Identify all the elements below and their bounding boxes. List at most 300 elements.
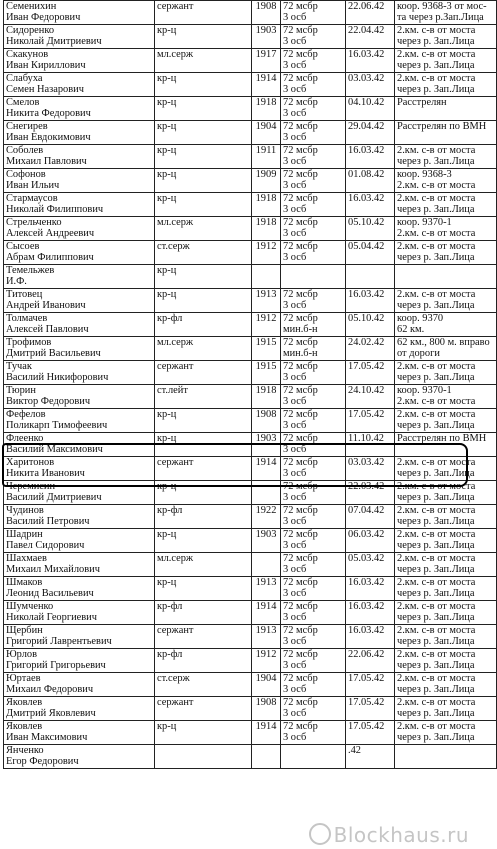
burial-place-line1: коор. 9370-1: [397, 385, 452, 396]
military-rank: мл.серж: [157, 553, 194, 564]
cell-year: [252, 745, 281, 769]
birth-year: 1903: [255, 433, 277, 444]
person-surname: Яковлев: [6, 697, 43, 708]
cell-name: [4, 481, 155, 505]
cell-unit: [281, 481, 346, 505]
table-row: [4, 97, 497, 121]
burial-place-line2: через р. Зап.Лица: [397, 156, 475, 168]
cell-name: [4, 1, 155, 25]
cell-unit: [281, 361, 346, 385]
person-given-names: Виктор Федорович: [6, 396, 91, 408]
unit-brigade: 72 мсбр: [283, 145, 318, 156]
table-row: [4, 169, 497, 193]
cell-date: [346, 121, 395, 145]
cell-name: [4, 385, 155, 409]
cell-unit: [281, 601, 346, 625]
cell-place: [395, 145, 497, 169]
military-rank: кр-ц: [157, 481, 177, 492]
burial-place-line2: 2.км. с-в от моста: [397, 228, 476, 240]
military-rank: кр-ц: [157, 97, 177, 108]
burial-place-line2: 2.км. с-в от моста: [397, 180, 476, 192]
table-row: [4, 481, 497, 505]
unit-brigade: 72 мсбр: [283, 385, 318, 396]
cell-place: [395, 121, 497, 145]
burial-place-line1: 62 км., 800 м. вправо: [397, 337, 490, 348]
burial-place-line1: 2.км. с-в от моста: [397, 289, 476, 300]
cell-date: [346, 169, 395, 193]
cell-unit: [281, 49, 346, 73]
date-of-death: 16.03.42: [348, 601, 385, 612]
burial-place-line1: коор. 9370-1: [397, 217, 452, 228]
cell-rank: [155, 49, 252, 73]
cell-rank: [155, 433, 252, 457]
cell-year: [252, 193, 281, 217]
cell-unit: [281, 289, 346, 313]
cell-name: [4, 265, 155, 289]
cell-unit: [281, 721, 346, 745]
cell-year: [252, 265, 281, 289]
cell-rank: [155, 265, 252, 289]
unit-brigade: 72 мсбр: [283, 433, 318, 444]
military-rank: кр-фл: [157, 505, 183, 516]
table-row: [4, 265, 497, 289]
unit-battalion: 3 осб: [283, 300, 307, 312]
date-of-death: 03.03.42: [348, 73, 385, 84]
cell-unit: [281, 505, 346, 529]
cell-rank: [155, 457, 252, 481]
person-surname: Сидоренко: [6, 25, 55, 36]
unit-battalion: 3 осб: [283, 684, 307, 696]
military-rank: кр-ц: [157, 289, 177, 300]
military-rank: кр-ц: [157, 145, 177, 156]
person-given-names: Николай Дмитриевич: [6, 36, 102, 48]
cell-date: [346, 385, 395, 409]
cell-place: [395, 505, 497, 529]
cell-date: [346, 673, 395, 697]
birth-year: 1914: [255, 457, 277, 468]
cell-unit: [281, 577, 346, 601]
unit-battalion: 3 осб: [283, 636, 307, 648]
cell-name: [4, 577, 155, 601]
cell-unit: [281, 529, 346, 553]
cell-unit: [281, 553, 346, 577]
unit-brigade: 72 мсбр: [283, 289, 318, 300]
cell-rank: [155, 625, 252, 649]
burial-place-line2: через р. Зап.Лица: [397, 36, 475, 48]
burial-place-line1: 2.км. с-в от моста: [397, 457, 476, 468]
cell-rank: [155, 361, 252, 385]
birth-year: 1913: [255, 625, 277, 636]
unit-battalion: 3 осб: [283, 108, 307, 120]
cell-place: [395, 217, 497, 241]
burial-place-line2: через р. Зап.Лица: [397, 252, 475, 264]
unit-brigade: 72 мсбр: [283, 241, 318, 252]
person-surname: Смелов: [6, 97, 40, 108]
military-rank: мл.серж: [157, 49, 194, 60]
cell-date: [346, 193, 395, 217]
cell-unit: [281, 649, 346, 673]
unit-brigade: 72 мсбр: [283, 337, 318, 348]
cell-date: [346, 241, 395, 265]
burial-place-line2: через р. Зап.Лица: [397, 732, 475, 744]
unit-brigade: 72 мсбр: [283, 97, 318, 108]
burial-place-line1: 2.км. с-в от моста: [397, 529, 476, 540]
cell-year: [252, 337, 281, 361]
person-given-names: Григорий Лаврентьевич: [6, 636, 112, 648]
unit-battalion: мин.б-н: [283, 348, 318, 360]
person-surname: Скакунов: [6, 49, 49, 60]
cell-name: [4, 361, 155, 385]
cell-year: [252, 169, 281, 193]
military-rank: кр-ц: [157, 121, 177, 132]
burial-place-line1: 2.км. с-в от моста: [397, 601, 476, 612]
table-row: [4, 697, 497, 721]
cell-name: [4, 73, 155, 97]
cell-rank: [155, 697, 252, 721]
military-rank: кр-ц: [157, 169, 177, 180]
cell-date: [346, 1, 395, 25]
table-row: [4, 409, 497, 433]
cell-year: [252, 73, 281, 97]
person-given-names: Алексей Андреевич: [6, 228, 95, 240]
military-rank: сержант: [157, 457, 194, 468]
person-surname: Шумченко: [6, 601, 54, 612]
person-surname: Шахмаев: [6, 553, 47, 564]
burial-place-line2: через р. Зап.Лица: [397, 372, 475, 384]
unit-brigade: 72 мсбр: [283, 649, 318, 660]
military-rank: кр-ц: [157, 409, 177, 420]
table-row: [4, 601, 497, 625]
unit-brigade: 72 мсбр: [283, 673, 318, 684]
unit-brigade: 72 мсбр: [283, 25, 318, 36]
date-of-death: 22.04.42: [348, 25, 385, 36]
cell-rank: [155, 601, 252, 625]
military-rank: кр-фл: [157, 601, 183, 612]
cell-place: [395, 289, 497, 313]
person-given-names: Семен Назарович: [6, 84, 84, 96]
person-surname: Тучак: [6, 361, 32, 372]
person-surname: Фефелов: [6, 409, 46, 420]
unit-brigade: 72 мсбр: [283, 577, 318, 588]
person-surname: Юрлов: [6, 649, 38, 660]
unit-battalion: 3 осб: [283, 564, 307, 576]
person-given-names: Николай Филиппович: [6, 204, 104, 216]
cell-place: [395, 577, 497, 601]
date-of-death: 17.05.42: [348, 721, 385, 732]
cell-date: [346, 409, 395, 433]
cell-year: [252, 1, 281, 25]
cell-rank: [155, 193, 252, 217]
person-surname: Сысоев: [6, 241, 40, 252]
cell-name: [4, 289, 155, 313]
unit-battalion: мин.б-н: [283, 324, 318, 336]
cell-rank: [155, 529, 252, 553]
person-given-names: Никита Федорович: [6, 108, 91, 120]
unit-battalion: 3 осб: [283, 612, 307, 624]
cell-place: [395, 673, 497, 697]
table-row: [4, 553, 497, 577]
unit-battalion: 3 осб: [283, 492, 307, 504]
date-of-death: 17.05.42: [348, 697, 385, 708]
cell-rank: [155, 1, 252, 25]
person-surname: Юртаев: [6, 673, 41, 684]
unit-battalion: 3 осб: [283, 444, 307, 456]
cell-place: [395, 265, 497, 289]
date-of-death: 06.03.42: [348, 529, 385, 540]
cell-rank: [155, 25, 252, 49]
burial-place-line2: от дороги: [397, 348, 440, 360]
person-surname: Чудинов: [6, 505, 44, 516]
date-of-death: 11.10.42: [348, 433, 384, 444]
burial-place-line1: 2.км. с-в от моста: [397, 73, 476, 84]
cell-year: [252, 409, 281, 433]
person-surname: Софонов: [6, 169, 46, 180]
cell-rank: [155, 73, 252, 97]
cell-name: [4, 625, 155, 649]
cell-place: [395, 97, 497, 121]
unit-battalion: 3 осб: [283, 372, 307, 384]
person-given-names: Василий Никифорович: [6, 372, 109, 384]
person-given-names: Михаил Михайлович: [6, 564, 100, 576]
cell-name: [4, 721, 155, 745]
person-given-names: Леонид Васильевич: [6, 588, 94, 600]
cell-year: [252, 361, 281, 385]
unit-brigade: 72 мсбр: [283, 505, 318, 516]
cell-unit: [281, 625, 346, 649]
military-rank: мл.серж: [157, 337, 194, 348]
cell-date: [346, 97, 395, 121]
date-of-death: 05.03.42: [348, 553, 385, 564]
military-rank: кр-ц: [157, 577, 177, 588]
date-of-death: 17.05.42: [348, 673, 385, 684]
cell-name: [4, 217, 155, 241]
burial-place-line1: 2.км. с-в от моста: [397, 145, 476, 156]
date-of-death: 16.03.42: [348, 625, 385, 636]
burial-place-line2: через р. Зап.Лица: [397, 564, 475, 576]
cell-place: [395, 1, 497, 25]
unit-brigade: 72 мсбр: [283, 457, 318, 468]
military-rank: ст.серж: [157, 241, 190, 252]
unit-battalion: 3 осб: [283, 468, 307, 480]
person-surname: Янченко: [6, 745, 44, 756]
birth-year: 1904: [255, 121, 277, 132]
table-row: [4, 505, 497, 529]
cell-year: [252, 313, 281, 337]
unit-brigade: 72 мсбр: [283, 49, 318, 60]
cell-name: [4, 313, 155, 337]
birth-year: 1913: [255, 289, 277, 300]
person-given-names: Алексей Павлович: [6, 324, 89, 336]
unit-battalion: 3 осб: [283, 660, 307, 672]
unit-battalion: 3 осб: [283, 516, 307, 528]
person-given-names: Егор Федорович: [6, 756, 79, 768]
person-given-names: Григорий Григорьевич: [6, 660, 106, 672]
unit-brigade: 72 мсбр: [283, 481, 318, 492]
cell-place: [395, 529, 497, 553]
unit-battalion: 3 осб: [283, 132, 307, 144]
unit-brigade: 72 мсбр: [283, 601, 318, 612]
cell-year: [252, 625, 281, 649]
unit-brigade: 72 мсбр: [283, 721, 318, 732]
cell-place: [395, 73, 497, 97]
casualty-table: [3, 0, 497, 769]
cell-year: [252, 217, 281, 241]
burial-place-line2: через р. Зап.Лица: [397, 660, 475, 672]
person-surname: Харитонов: [6, 457, 55, 468]
birth-year: 1912: [255, 241, 277, 252]
cell-year: [252, 721, 281, 745]
unit-brigade: 72 мсбр: [283, 361, 318, 372]
birth-year: 1918: [255, 385, 277, 396]
cell-unit: [281, 97, 346, 121]
cell-rank: [155, 121, 252, 145]
cell-rank: [155, 217, 252, 241]
cell-unit: [281, 265, 346, 289]
cell-place: [395, 313, 497, 337]
person-given-names: Иван Ильич: [6, 180, 60, 192]
cell-unit: [281, 169, 346, 193]
cell-name: [4, 25, 155, 49]
cell-unit: [281, 457, 346, 481]
casualty-table-body: [4, 1, 497, 769]
military-rank: ст.серж: [157, 673, 190, 684]
table-row: [4, 721, 497, 745]
table-row: [4, 673, 497, 697]
burial-place-line1: 2.км. с-в от моста: [397, 505, 476, 516]
date-of-death: 17.05.42: [348, 409, 385, 420]
unit-brigade: 72 мсбр: [283, 529, 318, 540]
cell-unit: [281, 409, 346, 433]
burial-place-line1: 2.км. с-в от моста: [397, 193, 476, 204]
person-surname: Толмачев: [6, 313, 48, 324]
cell-year: [252, 505, 281, 529]
date-of-death: 05.10.42: [348, 217, 385, 228]
unit-battalion: 3 осб: [283, 708, 307, 720]
birth-year: 1918: [255, 217, 277, 228]
birth-year: 1913: [255, 577, 277, 588]
unit-brigade: 72 мсбр: [283, 73, 318, 84]
table-row: [4, 193, 497, 217]
cell-date: [346, 721, 395, 745]
birth-year: 1918: [255, 97, 277, 108]
cell-year: [252, 649, 281, 673]
cell-unit: [281, 673, 346, 697]
birth-year: 1917: [255, 49, 277, 60]
burial-place-line1: 2.км. с-в от моста: [397, 481, 476, 492]
unit-brigade: 72 мсбр: [283, 625, 318, 636]
cell-year: [252, 241, 281, 265]
cell-year: [252, 457, 281, 481]
military-rank: кр-фл: [157, 313, 183, 324]
cell-year: [252, 553, 281, 577]
military-rank: сержант: [157, 361, 194, 372]
burial-place-line2: через р. Зап.Лица: [397, 468, 475, 480]
date-of-death: 04.10.42: [348, 97, 385, 108]
cell-date: [346, 505, 395, 529]
cell-unit: [281, 337, 346, 361]
table-row: [4, 577, 497, 601]
person-surname: Титовец: [6, 289, 43, 300]
military-rank: кр-ц: [157, 433, 177, 444]
unit-brigade: 72 мсбр: [283, 169, 318, 180]
cell-place: [395, 49, 497, 73]
table-row: [4, 337, 497, 361]
cell-place: [395, 601, 497, 625]
person-surname: Слабуха: [6, 73, 43, 84]
table-row: [4, 625, 497, 649]
cell-name: [4, 649, 155, 673]
unit-battalion: 3 осб: [283, 252, 307, 264]
table-row: [4, 289, 497, 313]
cell-name: [4, 409, 155, 433]
table-row: [4, 457, 497, 481]
cell-unit: [281, 25, 346, 49]
cell-place: [395, 337, 497, 361]
cell-year: [252, 673, 281, 697]
table-row: [4, 433, 497, 457]
person-surname: Стармаусов: [6, 193, 58, 204]
burial-place-line2: через р. Зап.Лица: [397, 612, 475, 624]
person-given-names: Михаил Павлович: [6, 156, 87, 168]
burial-place-line2: через р. Зап.Лица: [397, 204, 475, 216]
military-rank: кр-фл: [157, 649, 183, 660]
birth-year: 1911: [255, 145, 277, 156]
cell-unit: [281, 745, 346, 769]
cell-date: [346, 337, 395, 361]
unit-battalion: 3 осб: [283, 228, 307, 240]
cell-date: [346, 313, 395, 337]
person-given-names: Василий Петрович: [6, 516, 90, 528]
burial-place-line1: 2.км. с-в от моста: [397, 697, 476, 708]
cell-date: [346, 625, 395, 649]
unit-battalion: 3 осб: [283, 156, 307, 168]
person-given-names: Никита Иванович: [6, 468, 85, 480]
burial-place-line2: через р. Зап.Лица: [397, 588, 475, 600]
cell-unit: [281, 433, 346, 457]
watermark-logo-icon: [309, 823, 331, 845]
birth-year: 1914: [255, 601, 277, 612]
unit-battalion: 3 осб: [283, 36, 307, 48]
cell-date: [346, 25, 395, 49]
person-given-names: Павел Сидорович: [6, 540, 85, 552]
burial-place-line2: через р. Зап.Лица: [397, 300, 475, 312]
table-row: [4, 745, 497, 769]
date-of-death: 16.03.42: [348, 289, 385, 300]
cell-place: [395, 721, 497, 745]
date-of-death: 16.03.42: [348, 577, 385, 588]
cell-place: [395, 457, 497, 481]
cell-place: [395, 193, 497, 217]
cell-year: [252, 601, 281, 625]
military-rank: кр-ц: [157, 721, 177, 732]
burial-place-line1: 2.км. с-в от моста: [397, 625, 476, 636]
cell-rank: [155, 721, 252, 745]
burial-place-line2: 2.км. с-в от моста: [397, 396, 476, 408]
cell-rank: [155, 505, 252, 529]
cell-name: [4, 193, 155, 217]
cell-name: [4, 505, 155, 529]
person-given-names: Иван Кириллович: [6, 60, 86, 72]
birth-year: 1912: [255, 313, 277, 324]
cell-name: [4, 601, 155, 625]
cell-name: [4, 673, 155, 697]
person-surname: Шмаков: [6, 577, 43, 588]
cell-place: [395, 169, 497, 193]
person-surname: Шадрин: [6, 529, 43, 540]
cell-name: [4, 433, 155, 457]
cell-date: [346, 289, 395, 313]
cell-name: [4, 97, 155, 121]
